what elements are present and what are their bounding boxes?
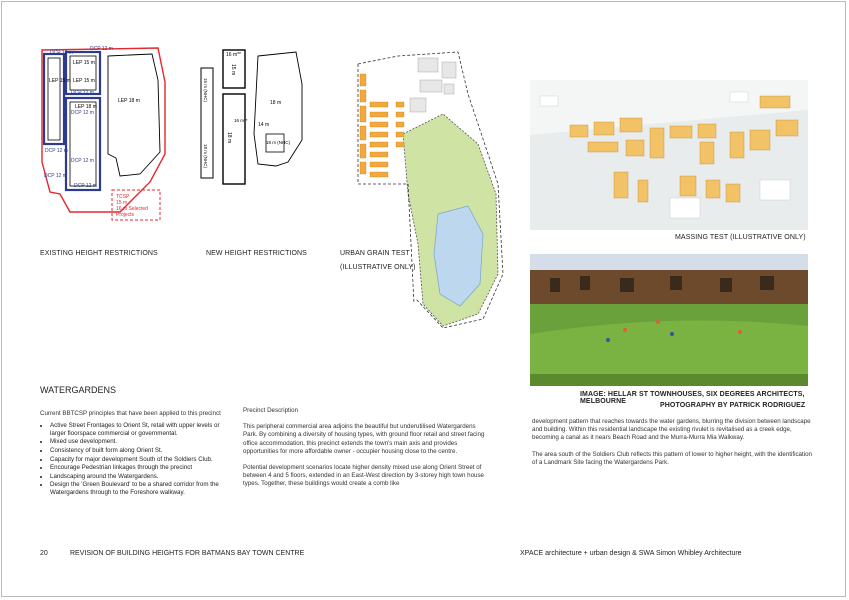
height-label: 14 m (258, 122, 270, 128)
label-dcp: DCP 12 m (45, 148, 68, 154)
tcsp-label: TCSP (116, 194, 130, 200)
precinct-para-2: Potential development scenarios locate higher density mixed use along Orient Street of between 4 and 5 floors, extended in an East-West direction by 3-storey high town house types. Together, these buildings would create a comb like (243, 464, 484, 488)
height-label: 16 m** (226, 52, 242, 58)
label-dcp: DCP 12 m (90, 46, 113, 52)
precinct-column (243, 407, 488, 489)
section-title: WATERGARDENS (40, 385, 117, 395)
label-dcp: DCP 12 m (74, 183, 97, 189)
townhouse-caption-1: IMAGE: HELLAR ST TOWNHOUSES, SIX DEGREES ARCHITECTS, MELBOURNE (580, 391, 805, 405)
site-boundary (42, 48, 165, 212)
list-item: • Consistency of built form along Orient St. (50, 447, 225, 455)
massing-photo (530, 80, 808, 230)
height-label: 18 m (NHC) (266, 140, 291, 145)
principles-list (40, 422, 225, 496)
label-lep: LEP 15 m (73, 60, 95, 66)
label-lep: LEP 15 m (49, 78, 71, 84)
principles-intro: Current BBTCSP principles that have been applied to this precinct (40, 410, 221, 417)
building-blocks (360, 74, 404, 177)
new-height-caption: NEW HEIGHT RESTRICTIONS (206, 250, 307, 257)
precinct-continued (532, 418, 812, 467)
tcsp-label: 15 m (116, 200, 128, 206)
precinct-para-1: This peripheral commercial area adjoins the beautiful but underutilised Watergardens Park. By combining a diversity of housing types, with ground floor retail and street facing office accommodation, this precinct extends the town's main axis and provides opportunities for more affordable owner - occupier housing close to the centre. (243, 423, 485, 455)
height-label: 18 m (NHC) (203, 144, 208, 169)
height-label: 18 m (226, 132, 232, 144)
townhouse-caption-2: PHOTOGRAPHY BY PATRICK RODRIGUEZ (660, 402, 806, 409)
urban-grain-caption-sub: (ILLUSTRATIVE ONLY) (340, 264, 416, 271)
tcsp-label: 16 m Selected (116, 206, 148, 212)
lep-block-east (108, 54, 160, 176)
label-dcp: DCP 12 m (71, 158, 94, 164)
massing-caption: MASSING TEST (ILLUSTRATIVE ONLY) (675, 234, 806, 241)
lep-block-west (48, 58, 60, 140)
list-item: • Capacity for major development South of the Soldiers Club. (50, 456, 225, 464)
urban-grain-diagram (348, 44, 513, 329)
new-height-diagram (196, 44, 306, 194)
height-label: 16 m** (234, 118, 248, 123)
label-dcp: DCP 12 m (50, 50, 73, 56)
label-dcp: DCP 12 m (44, 173, 67, 179)
label-lep: LEP 18 m (118, 98, 140, 104)
existing-height-caption: EXISTING HEIGHT RESTRICTIONS (40, 250, 158, 257)
urban-grain-caption: URBAN GRAIN TEST (340, 250, 410, 257)
label-dcp: DCP 12 m (71, 110, 94, 116)
height-block-east (254, 52, 302, 166)
precinct-para-3: development pattern that reaches towards the water gardens, blurring the division between landscape and building. Within this residential landscape the existing rivulet is revitalised as a creek edge, becoming a canal as it nears Beach Road and the Murra-Murra Mia Walkway. (532, 418, 811, 442)
precinct-heading: Precinct Description (243, 407, 299, 414)
list-item: • Design the 'Green Boulevard' to be a shared corridor from the Watergardens through to the Foreshore walkway. (50, 481, 225, 496)
height-label: 15 m (230, 64, 236, 76)
height-label: 18 m (270, 100, 282, 106)
precinct-para-4: The area south of the Soldiers Club reflects this pattern of lower to higher height, with the identification of a Landmark Site facing the Watergardens Park. (532, 450, 812, 466)
label-dcp: DCP 12 m (71, 90, 94, 96)
dcp-zone-north (66, 52, 100, 94)
list-item: • Mixed use development. (50, 438, 225, 446)
document-title: REVISION OF BUILDING HEIGHTS FOR BATMANS BAY TOWN CENTRE (70, 550, 305, 557)
label-lep: LEP 15 m (73, 78, 95, 84)
list-item: • Active Street Frontages to Orient St, retail with upper levels or larger floorspace commercial or governmental. (50, 422, 225, 437)
dcp-zone-west (44, 54, 64, 144)
existing-height-diagram (30, 42, 175, 224)
tcsp-label: Projects (116, 212, 135, 218)
existing-buildings (410, 58, 456, 112)
credits: XPACE architecture + urban design & SWA Simon Whibley Architecture (520, 550, 742, 557)
label-lep: LEP 18 m (75, 104, 97, 110)
principles-column (40, 410, 225, 498)
list-item: • Landscaping around the Watergardens. (50, 473, 225, 481)
list-item: • Encourage Pedestrian linkages through the precinct (50, 464, 225, 472)
townhouse-photo (530, 254, 808, 386)
height-label: 15 m (NHC) (203, 78, 208, 103)
page-number: 20 (40, 550, 48, 557)
